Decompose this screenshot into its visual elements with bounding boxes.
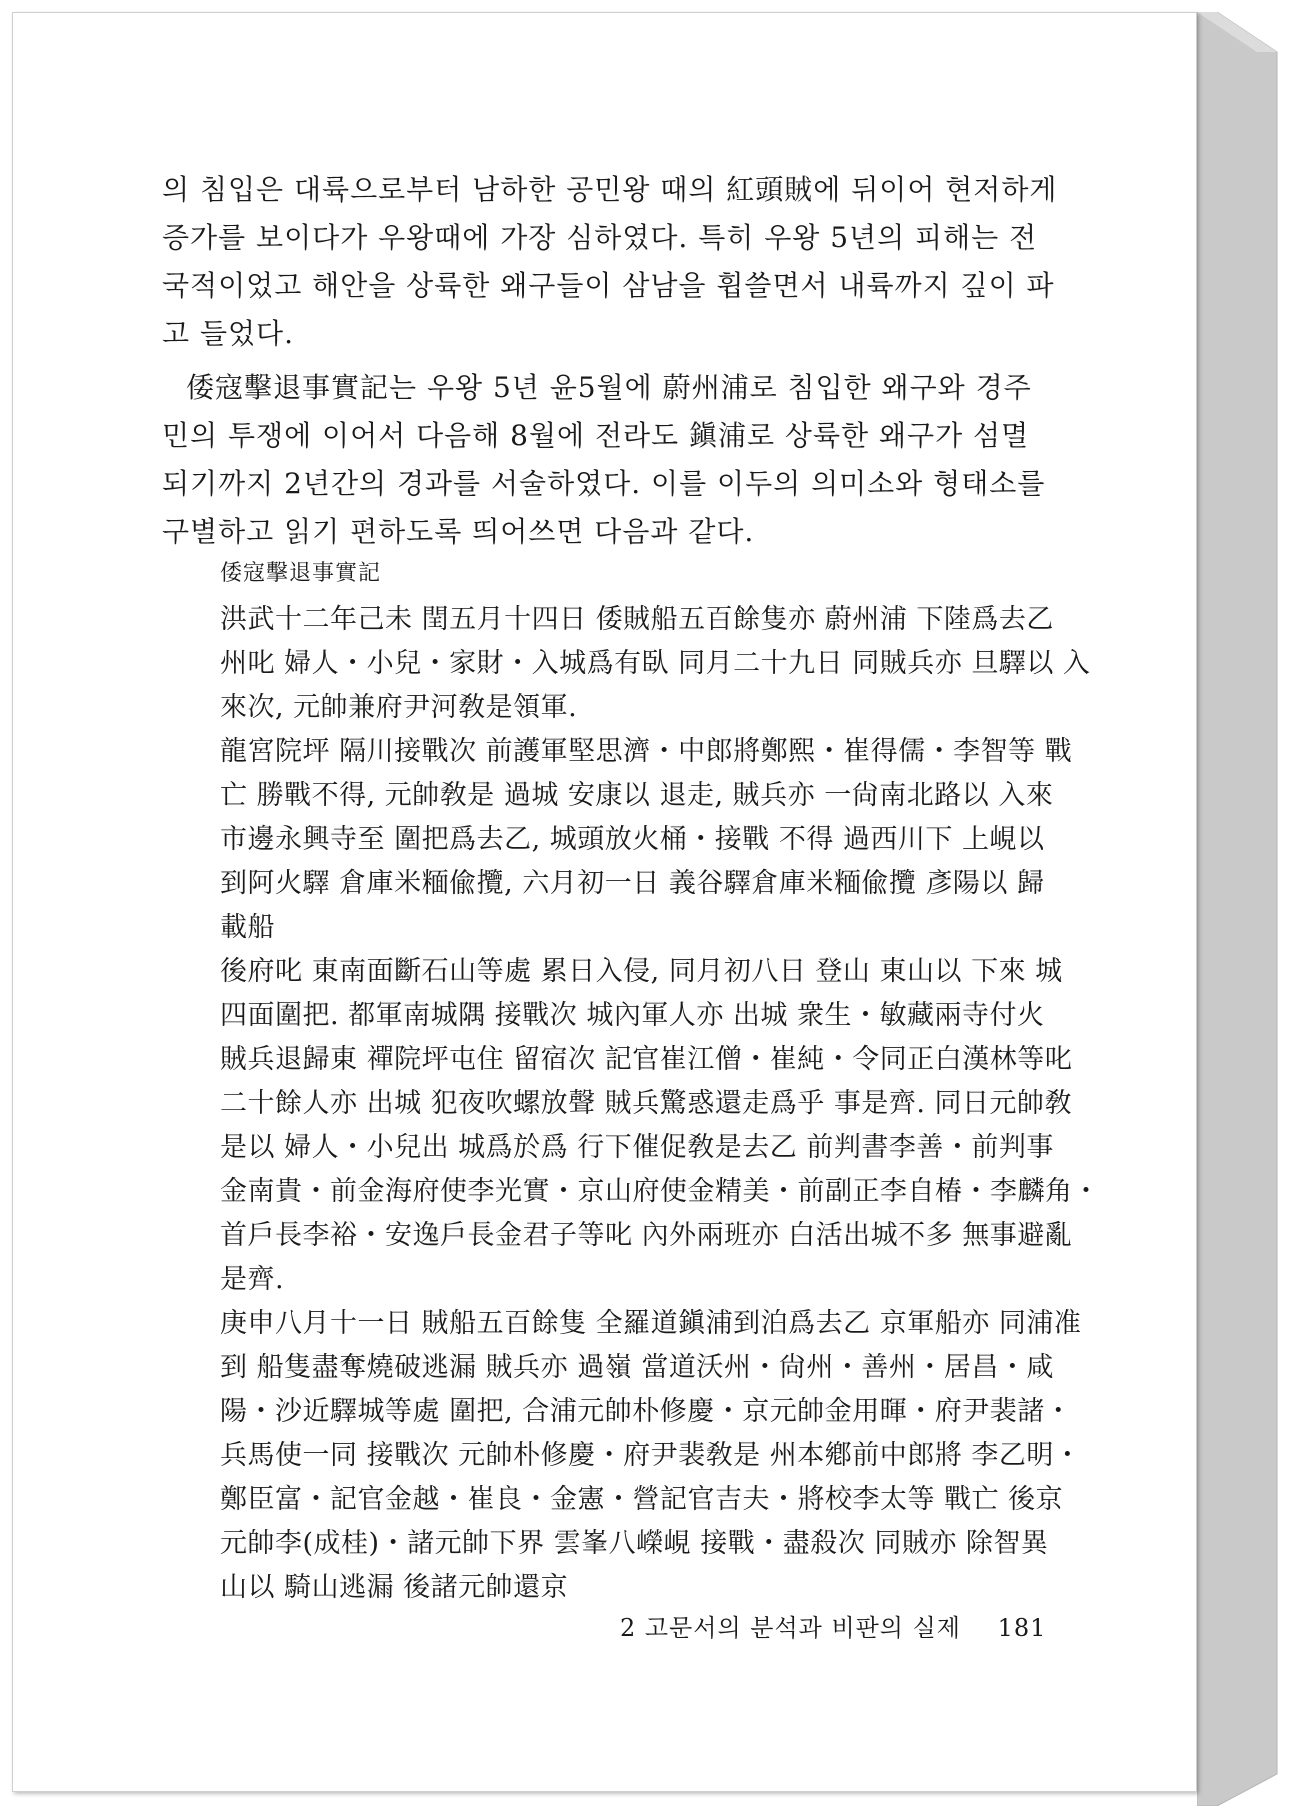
text-line: 되기까지 2년간의 경과를 서술하였다. 이를 이두의 의미소와 형태소를 xyxy=(162,467,1046,500)
text-line: 국적이었고 해안을 상륙한 왜구들이 삼남을 휩쓸면서 내륙까지 깊이 파 xyxy=(162,269,1055,302)
classical-line: 亡 勝戰不得, 元帥敎是 過城 安康以 退走, 賊兵亦 一尙南北路以 入來 xyxy=(220,780,1054,811)
classical-line: 四面圍把. 都軍南城隅 接戰次 城內軍人亦 出城 衆生・敏藏兩寺付火 xyxy=(220,1000,1045,1031)
classical-line: 洪武十二年己未 閏五月十四日 倭賊船五百餘隻亦 蔚州浦 下陸爲去乙 xyxy=(220,604,1054,635)
classical-line: 後府叱 東南面斷石山等處 累日入侵, 同月初八日 登山 東山以 下來 城 xyxy=(220,956,1063,987)
text-line: 구별하고 읽기 편하도록 띄어쓰면 다음과 같다. xyxy=(162,515,755,548)
classical-line: 庚申八月十一日 賊船五百餘隻 全羅道鎭浦到泊爲去乙 京軍船亦 同浦准 xyxy=(220,1308,1082,1339)
text-line: 의 침입은 대륙으로부터 남하한 공민왕 때의 紅頭賊에 뒤이어 현저하게 xyxy=(162,173,1058,206)
classical-line: 州叱 婦人・小兒・家財・入城爲有臥 同月二十九日 同賊兵亦 旦驛以 入 xyxy=(220,648,1091,679)
classical-text-title: 倭寇擊退事實記 xyxy=(220,561,382,586)
classical-line: 市邊永興寺至 圍把爲去乙, 城頭放火桶・接戰 不得 過西川下 上峴以 xyxy=(220,824,1045,855)
paragraph-1 xyxy=(162,166,1058,358)
classical-line: 山以 騎山逃漏 後諸元帥還京 xyxy=(220,1572,569,1603)
text-line: 민의 투쟁에 이어서 다음해 8월에 전라도 鎭浦로 상륙한 왜구가 섬멸 xyxy=(162,419,1030,452)
classical-line: 鄭臣富・記官金越・崔良・金憲・營記官吉夫・將校李太等 戰亡 後京 xyxy=(220,1484,1064,1515)
classical-line: 首戶長李裕・安逸戶長金君子等叱 內外兩班亦 白活出城不多 無事避亂 xyxy=(220,1220,1073,1251)
classical-text-block xyxy=(220,598,1100,1610)
classical-line: 兵馬使一同 接戰次 元帥朴修慶・府尹裴敎是 州本鄕前中郎將 李乙明・ xyxy=(220,1440,1082,1471)
classical-line: 元帥李(成桂)・諸元帥下界 雲峯八嶸峴 接戰・盡殺次 同賊亦 除智異 xyxy=(220,1528,1049,1559)
classical-line: 金南貴・前金海府使李光實・京山府使金精美・前副正李自椿・李麟角・ xyxy=(220,1176,1100,1207)
classical-line: 陽・沙近驛城等處 圍把, 合浦元帥朴修慶・京元帥金用暉・府尹裴諸・ xyxy=(220,1396,1073,1427)
classical-line: 到阿火驛 倉庫米糆偸攬, 六月初一日 義谷驛倉庫米糆偸攬 彥陽以 歸 xyxy=(220,868,1045,899)
running-head: 2 고문서의 분석과 비판의 실제 xyxy=(620,1614,961,1642)
text-line: 倭寇擊退事實記는 우왕 5년 윤5월에 蔚州浦로 침입한 왜구와 경주 xyxy=(186,371,1032,404)
classical-line: 賊兵退歸東 禪院坪屯住 留宿次 記官崔江僧・崔純・令同正白漢林等叱 xyxy=(220,1044,1073,1075)
classical-line: 是以 婦人・小兒出 城爲於爲 行下催促敎是去乙 前判書李善・前判事 xyxy=(220,1132,1054,1163)
page-number: 181 xyxy=(997,1614,1047,1642)
book-spine-edge xyxy=(1197,12,1297,1806)
classical-line: 是齊. xyxy=(220,1264,285,1295)
classical-line: 龍宮院坪 隔川接戰次 前護軍堅思濟・中郎將鄭熙・崔得儒・李智等 戰 xyxy=(220,736,1073,767)
text-line: 증가를 보이다가 우왕때에 가장 심하였다. 특히 우왕 5년의 피해는 전 xyxy=(162,221,1038,254)
classical-line: 來次, 元帥兼府尹河敎是領軍. xyxy=(220,692,578,723)
paragraph-2 xyxy=(162,364,1046,556)
classical-line: 到 船隻盡奪燒破逃漏 賊兵亦 過嶺 當道沃州・尙州・善州・居昌・咸 xyxy=(220,1352,1054,1383)
text-line: 고 들었다. xyxy=(162,317,294,350)
page-footer xyxy=(620,1608,1046,1643)
classical-line: 載船 xyxy=(220,912,275,943)
korean-body-text xyxy=(162,166,1058,556)
classical-line: 二十餘人亦 出城 犯夜吹螺放聲 賊兵驚惑還走爲乎 事是齊. 同日元帥敎 xyxy=(220,1088,1072,1119)
